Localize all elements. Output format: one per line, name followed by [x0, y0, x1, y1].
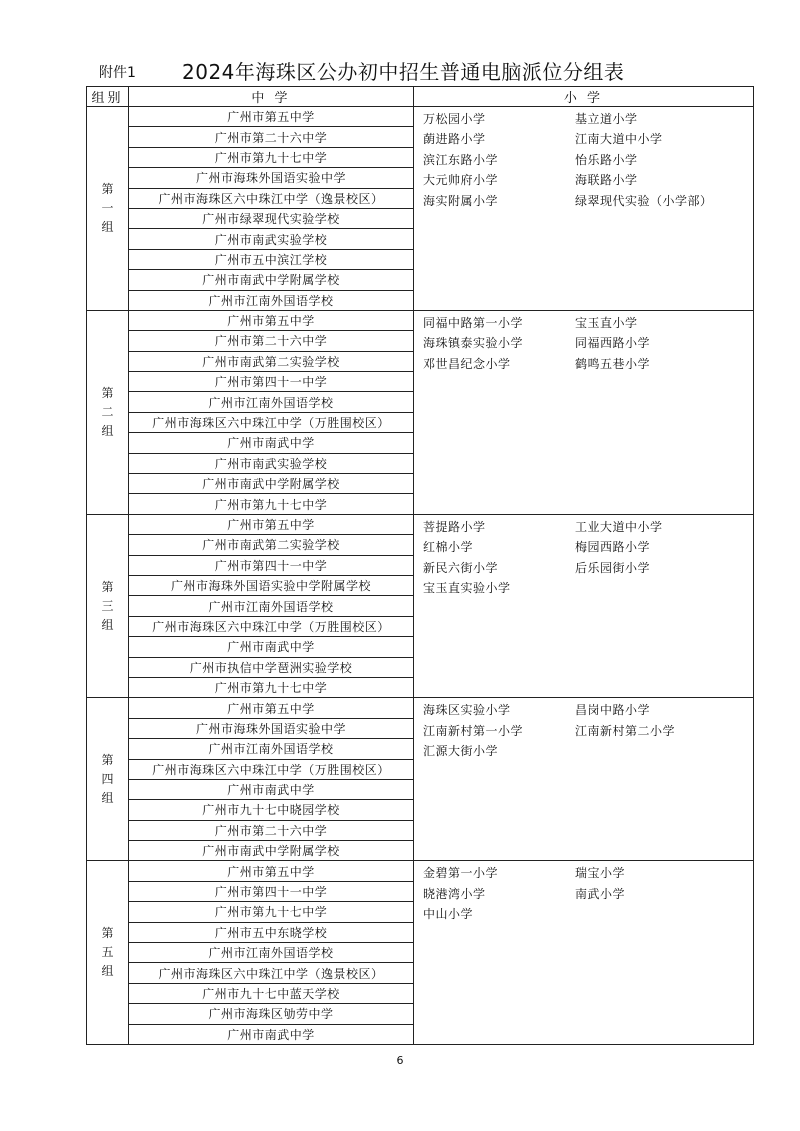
primary-school-item: 金碧第一小学 — [423, 866, 499, 881]
primary-school-cell — [414, 514, 754, 698]
middle-school-cell: 广州市南武第二实验学校 — [129, 535, 414, 555]
primary-school-list — [414, 515, 753, 600]
middle-school-cell: 广州市第二十六中学 — [129, 820, 414, 840]
primary-school-item: 鹤鸣五巷小学 — [575, 356, 651, 371]
middle-school-cell: 广州市海珠外国语实验中学 — [129, 168, 414, 188]
primary-school-item: 中山小学 — [423, 907, 474, 922]
middle-school-cell: 广州市第九十七中学 — [129, 147, 414, 167]
primary-school-item: 海珠镇泰实验小学 — [423, 336, 524, 351]
primary-school-item: 邓世昌纪念小学 — [423, 356, 511, 371]
group-label-char: 组 — [101, 423, 114, 438]
middle-school-cell: 广州市南武中学附属学校 — [129, 474, 414, 494]
middle-school-cell: 广州市第四十一中学 — [129, 881, 414, 901]
primary-school-item: 蓢进路小学 — [423, 132, 486, 147]
primary-school-item: 工业大道中小学 — [575, 519, 663, 534]
allocation-table — [86, 86, 754, 1045]
primary-school-item — [575, 742, 735, 762]
primary-school-item: 同福西路小学 — [575, 336, 651, 351]
primary-school-item: 南武小学 — [575, 886, 626, 901]
primary-school-list — [414, 311, 753, 375]
group-label-char: 一 — [101, 200, 114, 215]
group-label-char: 第 — [101, 385, 114, 400]
group-label-char: 五 — [101, 945, 114, 960]
middle-school-cell: 广州市第五中学 — [129, 514, 414, 534]
primary-school-item: 大元帅府小学 — [423, 173, 499, 188]
middle-school-cell: 广州市南武中学 — [129, 779, 414, 799]
primary-school-item: 同福中路第一小学 — [423, 315, 524, 330]
primary-school-item — [575, 579, 735, 599]
primary-school-item: 梅园西路小学 — [575, 540, 651, 555]
group-label-char: 组 — [101, 964, 114, 979]
page-title: 2024年海珠区公办初中招生普通电脑派位分组表 — [182, 60, 625, 84]
group-label-char: 第 — [101, 752, 114, 767]
table-row — [87, 107, 754, 127]
primary-school-item: 滨江东路小学 — [423, 152, 499, 167]
middle-school-cell: 广州市江南外国语学校 — [129, 943, 414, 963]
middle-school-cell: 广州市第四十一中学 — [129, 555, 414, 575]
primary-school-item: 怡乐路小学 — [575, 152, 638, 167]
group-label-char: 二 — [101, 404, 114, 419]
primary-school-item: 海联路小学 — [575, 173, 638, 188]
middle-school-cell: 广州市第五中学 — [129, 861, 414, 881]
group-label-char: 组 — [101, 617, 114, 632]
primary-school-item: 晓港湾小学 — [423, 886, 486, 901]
middle-school-cell: 广州市第五中学 — [129, 698, 414, 718]
middle-school-cell: 广州市南武中学附属学校 — [129, 841, 414, 861]
table-row — [87, 698, 754, 718]
middle-school-cell: 广州市海珠区六中珠江中学（逸景校区） — [129, 188, 414, 208]
middle-school-cell: 广州市江南外国语学校 — [129, 596, 414, 616]
middle-school-cell: 广州市海珠外国语实验中学附属学校 — [129, 575, 414, 595]
primary-school-cell — [414, 861, 754, 1045]
primary-school-item: 江南新村第一小学 — [423, 723, 524, 738]
group-label-char: 第 — [101, 181, 114, 196]
middle-school-cell: 广州市江南外国语学校 — [129, 392, 414, 412]
table-body — [87, 107, 754, 1045]
page-number: 6 — [396, 1054, 404, 1067]
middle-school-cell: 广州市江南外国语学校 — [129, 290, 414, 310]
primary-school-cell — [414, 107, 754, 311]
middle-school-cell: 广州市海珠区六中珠江中学（万胜围校区） — [129, 759, 414, 779]
group-label — [87, 861, 129, 1045]
primary-school-item: 后乐园街小学 — [575, 560, 651, 575]
middle-school-cell: 广州市第二十六中学 — [129, 127, 414, 147]
header-middle-school: 中 学 — [129, 87, 414, 107]
primary-school-item: 汇源大街小学 — [423, 744, 499, 759]
primary-school-item — [575, 905, 735, 925]
group-label-char: 四 — [101, 771, 114, 786]
middle-school-cell: 广州市第五中学 — [129, 107, 414, 127]
primary-school-item: 新民六街小学 — [423, 560, 499, 575]
middle-school-cell: 广州市九十七中晓园学校 — [129, 800, 414, 820]
header-primary-school: 小 学 — [414, 87, 754, 107]
middle-school-cell: 广州市执信中学琶洲实验学校 — [129, 657, 414, 677]
middle-school-cell: 广州市南武中学 — [129, 433, 414, 453]
middle-school-cell: 广州市海珠区劬劳中学 — [129, 1004, 414, 1024]
table-row — [87, 514, 754, 534]
middle-school-cell: 广州市江南外国语学校 — [129, 739, 414, 759]
group-label — [87, 698, 129, 861]
attachment-label: 附件1 — [99, 65, 136, 81]
middle-school-cell: 广州市南武中学 — [129, 1024, 414, 1044]
primary-school-item: 江南新村第二小学 — [575, 723, 676, 738]
primary-school-item: 红棉小学 — [423, 540, 474, 555]
middle-school-cell: 广州市海珠区六中珠江中学（逸景校区） — [129, 963, 414, 983]
primary-school-item: 昌岗中路小学 — [575, 703, 651, 718]
primary-school-item: 宝玉直小学 — [575, 315, 638, 330]
middle-school-cell: 广州市南武中学 — [129, 637, 414, 657]
middle-school-cell: 广州市第九十七中学 — [129, 902, 414, 922]
middle-school-cell: 广州市第五中学 — [129, 310, 414, 330]
middle-school-cell: 广州市五中东晓学校 — [129, 922, 414, 942]
primary-school-item: 基立道小学 — [575, 112, 638, 126]
middle-school-cell: 广州市南武实验学校 — [129, 229, 414, 249]
group-label-char: 组 — [101, 790, 114, 805]
middle-school-cell: 广州市第二十六中学 — [129, 331, 414, 351]
group-label — [87, 107, 129, 311]
primary-school-item: 绿翠现代实验（小学部） — [575, 193, 713, 208]
middle-school-cell: 广州市海珠区六中珠江中学（万胜围校区） — [129, 616, 414, 636]
table-header-row — [87, 87, 754, 107]
middle-school-cell: 广州市第四十一中学 — [129, 372, 414, 392]
primary-school-item: 海实附属小学 — [423, 193, 499, 208]
table-row — [87, 861, 754, 881]
group-label-char: 第 — [101, 926, 114, 941]
primary-school-list — [414, 861, 753, 925]
primary-school-cell — [414, 310, 754, 514]
primary-school-item: 江南大道中小学 — [575, 132, 663, 147]
primary-school-item: 菩提路小学 — [423, 519, 486, 534]
middle-school-cell: 广州市海珠外国语实验中学 — [129, 718, 414, 738]
group-label-char: 第 — [101, 579, 114, 594]
primary-school-item: 海珠区实验小学 — [423, 703, 511, 718]
group-label-char: 组 — [101, 219, 114, 234]
primary-school-item: 瑞宝小学 — [575, 866, 626, 881]
primary-school-cell — [414, 698, 754, 861]
middle-school-cell: 广州市南武中学附属学校 — [129, 270, 414, 290]
middle-school-cell: 广州市海珠区六中珠江中学（万胜围校区） — [129, 412, 414, 432]
group-label — [87, 514, 129, 698]
table-row — [87, 310, 754, 330]
primary-school-list — [414, 698, 753, 762]
group-label-char: 三 — [101, 598, 114, 613]
middle-school-cell: 广州市绿翠现代实验学校 — [129, 208, 414, 228]
middle-school-cell: 广州市五中滨江学校 — [129, 249, 414, 269]
primary-school-list — [414, 107, 753, 212]
middle-school-cell: 广州市九十七中蓝天学校 — [129, 983, 414, 1003]
middle-school-cell: 广州市南武实验学校 — [129, 453, 414, 473]
header-group: 组别 — [87, 87, 129, 107]
primary-school-item: 万松园小学 — [423, 112, 486, 126]
middle-school-cell: 广州市南武第二实验学校 — [129, 351, 414, 371]
group-label — [87, 310, 129, 514]
primary-school-item: 宝玉直实验小学 — [423, 580, 511, 595]
middle-school-cell: 广州市第九十七中学 — [129, 494, 414, 514]
middle-school-cell: 广州市第九十七中学 — [129, 677, 414, 697]
